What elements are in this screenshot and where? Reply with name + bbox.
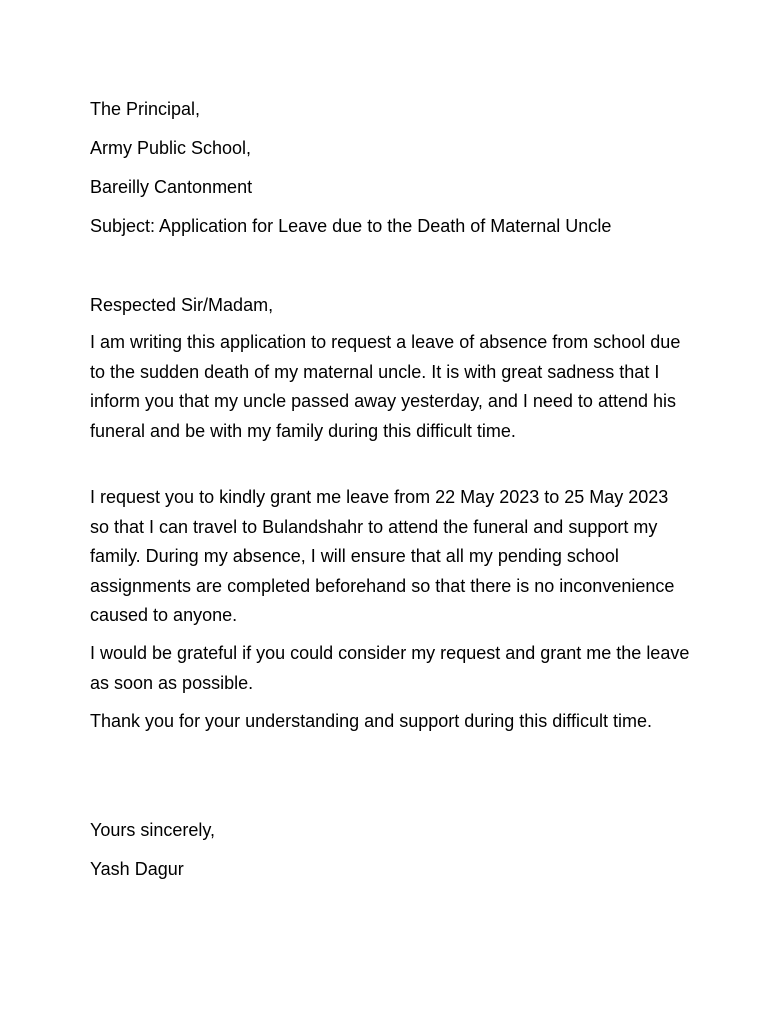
- addressee-school: Army Public School,: [90, 138, 252, 158]
- closing: Yours sincerely,: [90, 820, 216, 840]
- subject-line: Subject: Application for Leave due to the Death of Maternal Uncle: [90, 216, 612, 236]
- body-paragraph-4: Thank you for your understanding and support during this difficult time.: [90, 711, 652, 731]
- addressee-location: Bareilly Cantonment: [90, 177, 253, 197]
- body-paragraph-1: I am writing this application to request a leave of absence from school due to the sudden death of my maternal uncle. It is with great sadness that I inform you that my uncle passed away yesterday, and I need to attend his funeral and be with my family during this difficult time.: [90, 332, 681, 441]
- signature-name: Yash Dagur: [90, 859, 184, 879]
- body-paragraph-2: I request you to kindly grant me leave from 22 May 2023 to 25 May 2023 so that I can travel to Bulandshahr to attend the funeral and support my family. During my absence, I will ensure that all my pending school assignments are completed beforehand so that there is no inconvenience caused to anyone.: [90, 487, 675, 625]
- salutation: Respected Sir/Madam,: [90, 295, 274, 315]
- addressee-title: The Principal,: [90, 99, 201, 119]
- body-paragraph-3: I would be grateful if you could consider my request and grant me the leave as soon as possible.: [90, 643, 690, 693]
